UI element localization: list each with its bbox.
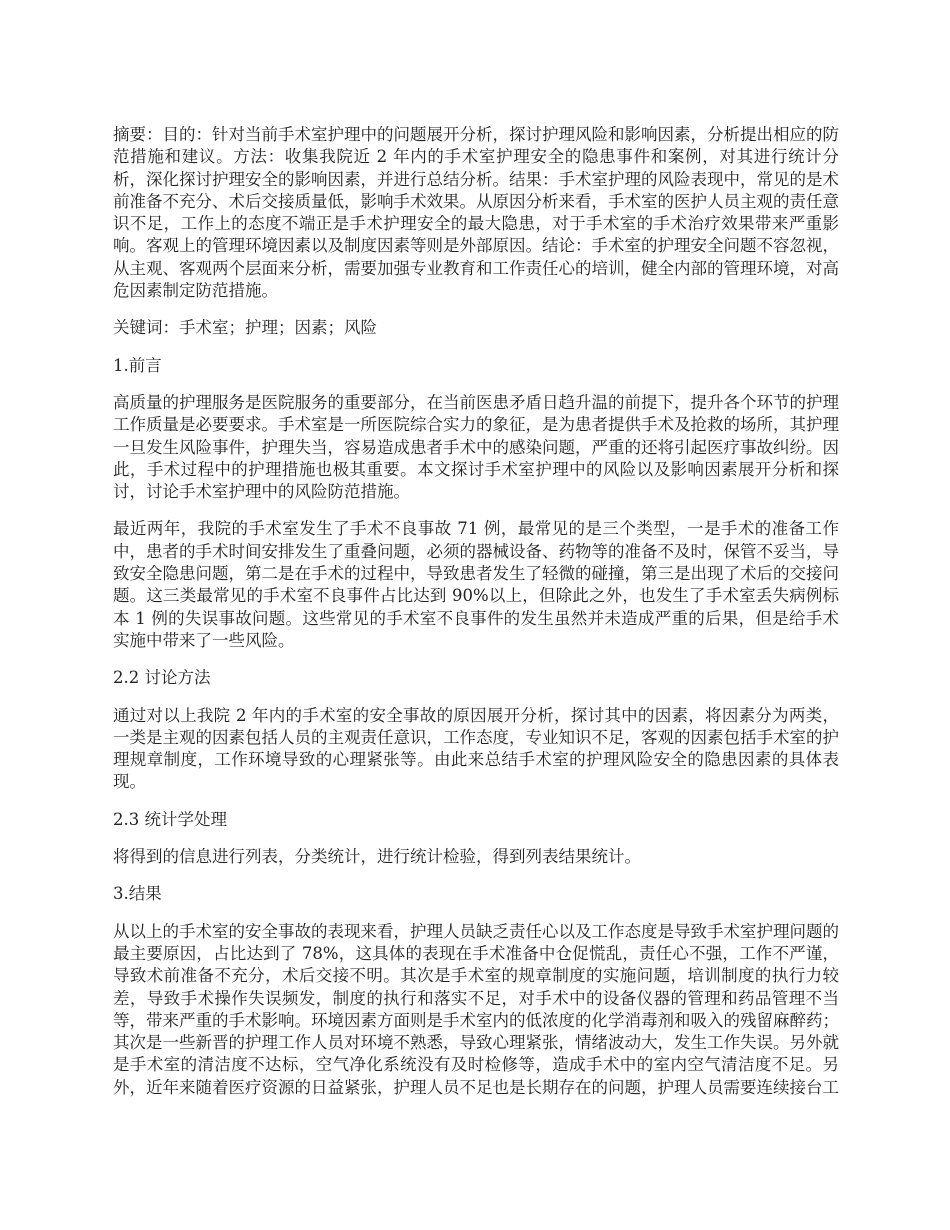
- section-heading-statistics: 2.3 统计学处理: [113, 809, 227, 829]
- discussion-method-paragraph: 通过对以上我院 2 年内的手术室的安全事故的原因展开分析，探讨其中的因素，将因素分为两类，一类是主观的因素包括人员的主观责任意识，工作态度，专业知识不足，客观的因素包括手术室的护理规章制度，工作环境导致的心理紧张等。由此来总结手术室的护理风险安全的隐患因素的具体表现。: [113, 705, 839, 792]
- abstract-paragraph: 摘要：目的：针对当前手术室护理中的问题展开分析，探讨护理风险和影响因素，分析提出相应的防范措施和建议。方法：收集我院近 2 年内的手术室护理安全的隐患事件和案例，对其进行统计分析，深化探讨护理安全的影响因素，并进行总结分析。结果：手术室护理的风险表现中，常见的是术前准备不充分、术后交接质量低，影响手术效果。从原因分析来看，手术室的医护人员主观的责任意识不足，工作上的态度不端正是手术护理安全的最大隐患，对于手术室的手术治疗效果带来严重影响。客观上的管理环境因素以及制度因素等则是外部原因。结论：手术室的护理安全问题不容忽视，从主观、客观两个层面来分析，需要加强专业教育和工作责任心的培训，健全内部的管理环境，对高危因素制定防范措施。: [113, 125, 839, 301]
- introduction-paragraph-1: 高质量的护理服务是医院服务的重要部分，在当前医患矛盾日趋升温的前提下，提升各个环节的护理工作质量是必要要求。手术室是一所医院综合实力的象征，是为患者提供手术及抢救的场所，其护理一旦发生风险事件，护理失当，容易造成患者手术中的感染问题，严重的还将引起医疗事故纠纷。因此，手术过程中的护理措施也极其重要。本文探讨手术室护理中的风险以及影响因素展开分析和探讨，讨论手术室护理中的风险防范措施。: [113, 392, 839, 502]
- keywords-paragraph: 关键词：手术室；护理；因素；风险: [113, 318, 377, 338]
- document-body: [113, 124, 839, 1114]
- section-heading-discussion-method: 2.2 讨论方法: [113, 668, 211, 688]
- statistics-paragraph: 将得到的信息进行列表，分类统计，进行统计检验，得到列表结果统计。: [113, 847, 641, 867]
- section-heading-results: 3.结果: [113, 884, 162, 904]
- section-heading-introduction: 1.前言: [113, 355, 162, 375]
- introduction-paragraph-2: 最近两年，我院的手术室发生了手术不良事故 71 例，最常见的是三个类型，一是手术的准备工作中，患者的手术时间安排发生了重叠问题，必须的器械设备、药物等的准备不及时，保管不妥当，导致安全隐患问题，第二是在手术的过程中，导致患者发生了轻微的碰撞，第三是出现了术后的交接问题。这三类最常见的手术室不良事件占比达到 90%以上，但除此之外，也发生了手术室丢失病例标本 1 例的失误事故问题。这些常见的手术室不良事件的发生虽然并未造成严重的后果，但是给手术实施中带来了一些风险。: [113, 519, 839, 650]
- results-paragraph: 从以上的手术室的安全事故的表现来看，护理人员缺乏责任心以及工作态度是导致手术室护理问题的最主要原因，占比达到了 78%，这具体的表现在手术准备中仓促慌乱，责任心不强，工作不严谨，导致术前准备不充分，术后交接不明。其次是手术室的规章制度的实施问题，培训制度的执行力较差，导致手术操作失误频发，制度的执行和落实不足，对手术中的设备仪器的管理和药品管理不当等，带来严重的手术影响。环境因素方面则是手术室内的低浓度的化学消毒剂和吸入的残留麻醉药；其次是一些新晋的护理工作人员对环境不熟悉，导致心理紧张，情绪波动大，发生工作失误。另外就是手术室的清洁度不达标，空气净化系统没有及时检修等，造成手术中的室内空气清洁度不足。另外，近年来随着医疗资源的日益紧张，护理人员不足也是长期存在的问题，护理人员需要连续接台工: [113, 921, 839, 1097]
